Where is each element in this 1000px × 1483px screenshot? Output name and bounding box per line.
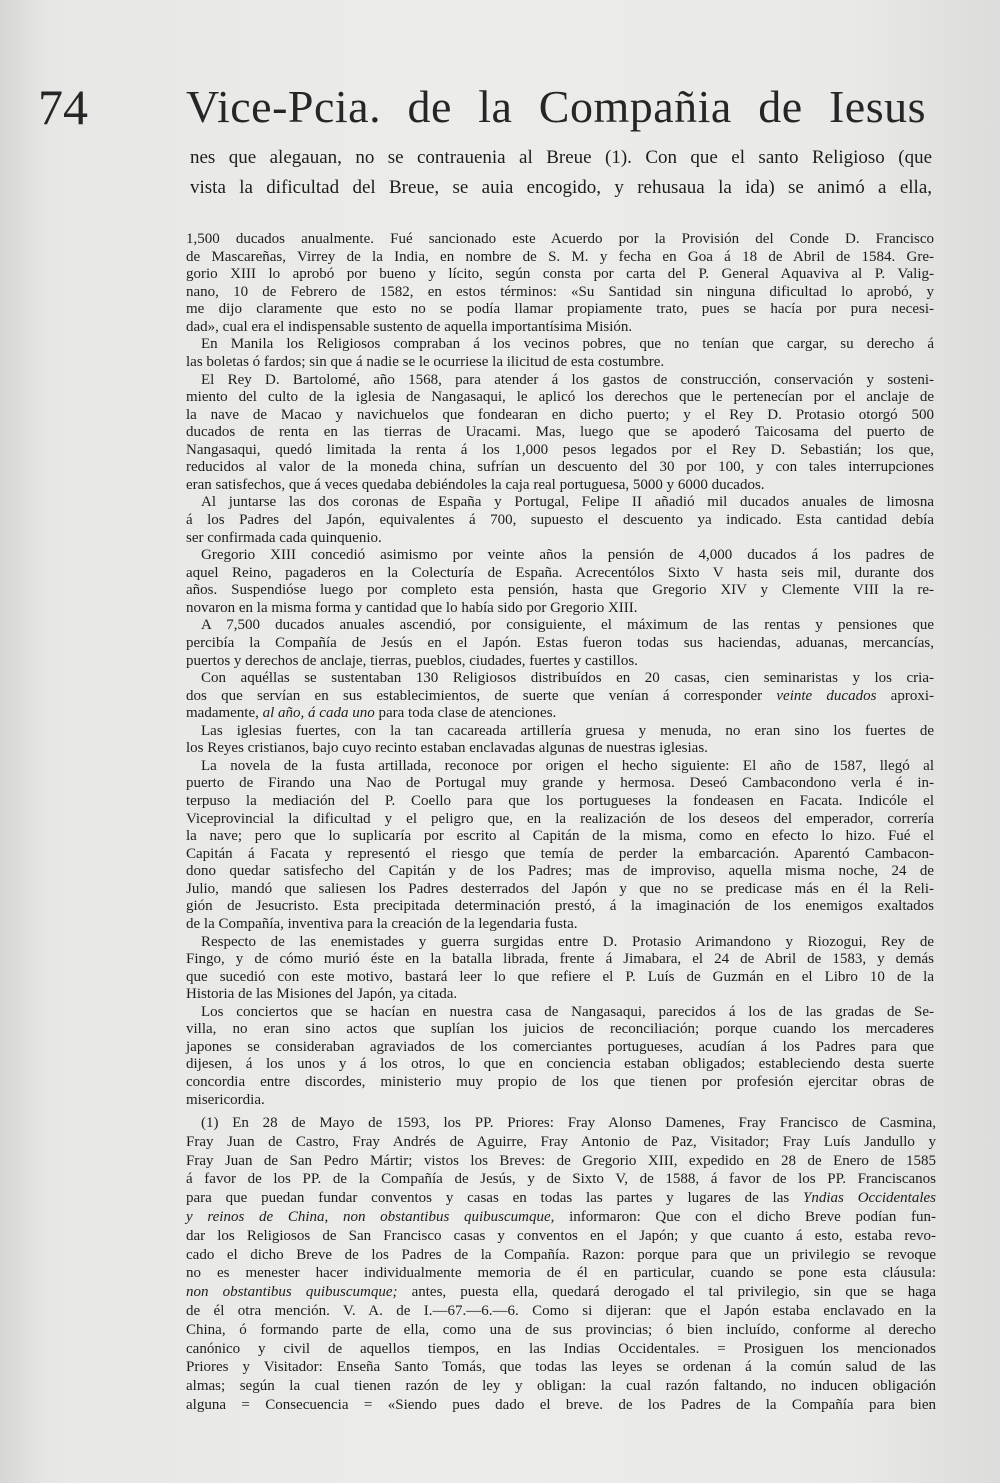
text-segment: informaron: Que con el dicho Breve podían fun-	[554, 1208, 936, 1225]
text-line: dijesen, á los unos y á los otros, lo que en conciencia estaban obligados; estableciendo desta suerte	[186, 1056, 934, 1073]
paragraph	[186, 723, 934, 758]
text-line: nano, 10 de Febrero de 1582, en estos términos: «Su Santidad sin ninguna dificultad lo aprobó, y	[186, 283, 934, 300]
paragraph	[186, 1004, 934, 1109]
text-line: reducidos al valor de la moneda china, sufrían un descuento del 30 por 100, y con tales interrupciones	[186, 459, 934, 476]
paragraph	[186, 617, 934, 670]
italic-text: al año, á cada uno	[262, 705, 375, 722]
text-line: percibía la Compañía de Jesús en el Japón. Estas fueron todas sus haciendas, aduanas, mercancías,	[186, 634, 934, 651]
text-line: dar los Religiosos de San Francisco casas y conventos en el Japón; y que cuanto á esto, estaba revo-	[186, 1227, 936, 1244]
italic-text: y reinos de China, non obstantibus quibuscumque,	[186, 1208, 555, 1225]
text-line	[186, 1208, 936, 1227]
text-line: alguna = Consecuencia = «Siendo pues dado el breve. de los Padres de la Compañía para bien	[186, 1396, 936, 1413]
text-line: China, ó formando parte de ella, como una de sus provincias; ó bien incluído, conforme al derecho	[186, 1321, 936, 1338]
text-line: Fray Juan de San Pedro Mártir; vistos los Breves: de Gregorio XIII, expedido en 28 de Enero de 1585	[186, 1152, 936, 1169]
text-line: A 7,500 ducados anuales ascendió, por consiguiente, el máximum de las rentas y pensiones que	[201, 617, 934, 634]
page-number: 74	[38, 79, 88, 135]
text-line: la nave; pero que lo suplicaría por escrito al Capitán de la misma, como en efecto lo hizo. Fué el	[186, 828, 934, 845]
paragraph	[186, 547, 934, 617]
text-line: gorio XIII lo aprobó por bueno y lícito, según consta por carta del P. General Aquaviva al P. Valig-	[186, 266, 934, 283]
paragraph	[186, 372, 934, 495]
text-line: dono quedar satisfecho del Capitán y de los Padres; mas de improviso, aquella misma noche, 24 de	[186, 863, 934, 880]
text-segment: para que puedan fundar conventos y casas en todas las partes y lugares de las	[186, 1190, 804, 1207]
text-line: de él otra mención. V. A. de I.—67.—6.—6. Como si dijeran: que el Japón estaba enclavado en la	[186, 1302, 936, 1319]
text-line: dad», cual era el indispensable sustento de aquella importantísima Misión.	[186, 318, 633, 335]
text-line	[186, 705, 934, 723]
text-line: eran satisfechos, que á veces quedaba debiéndoles la caja real portuguesa, 5000 y 6000 ducados.	[186, 476, 765, 493]
text-segment: dos que servían en sus establecimientos, de suerte que venían á corresponder	[186, 687, 777, 704]
text-line: años. Suspendióse luego por completo esta pensión, hasta que Gregorio XIV y Clemente VIII la re-	[186, 582, 934, 599]
text-line: nes que alegauan, no se contrauenia al Breue (1). Con que el santo Religioso (que	[190, 147, 932, 168]
text-line: villa, no eran sino actos que suplían los juicios de reconciliación; porque cuando los mercaderes	[186, 1021, 934, 1038]
text-line: terpuso la mediación del P. Coello para que los portugueses la fondeasen en Facata. Indicóle el	[186, 793, 934, 809]
paragraph	[186, 336, 934, 371]
text-line	[186, 688, 934, 706]
text-line: aquel Reino, pagaderos en la Colecturía de España. Acrecentólos Sixto V hasta seis mil, durante dos	[186, 564, 934, 581]
text-line: 1,500 ducados anualmente. Fué sancionado este Acuerdo por la Provisión del Conde D. Francisco	[186, 231, 934, 247]
text-line: cado el dicho Breve de los Padres de la Compañía. Razon: porque para que un privilegio se revoque	[186, 1246, 936, 1263]
text-line	[186, 1189, 936, 1208]
italic-text: Yndias Occidentales	[803, 1190, 936, 1207]
paragraph	[186, 934, 934, 1004]
text-line: Historia de las Misiones del Japón, ya citada.	[186, 986, 458, 1003]
text-line: la nave de Macao y navichuelos que fondearan en dicho puerto; y el Rey D. Protasio otorgó 500	[186, 406, 934, 423]
text-line: los Reyes cristianos, bajo cuyo recinto estaban enclavadas algunas de nuestras iglesias.	[186, 740, 708, 757]
text-line: Viceprovincial la dificultad y el peligro que, en la realización de los deseos del emperador, correría	[186, 810, 934, 827]
text-line: de Mascareñas, Virrey de la India, en nombre de S. M. y fecha en Goa á 18 de Abril de 1584. Gre-	[186, 248, 934, 265]
text-segment: madamente,	[186, 705, 263, 722]
text-segment: aproxi-	[876, 687, 934, 704]
text-line: Con aquéllas se sustentaban 130 Religiosos distribuídos en 20 casas, cien seminaristas y los cria-	[201, 670, 934, 687]
text-line: Al juntarse las dos coronas de España y Portugal, Felipe II añadió mil ducados anuales de limosna	[201, 494, 934, 511]
text-line: ser confirmada cada quinquenio.	[186, 529, 382, 546]
text-segment: antes, puesta ella, quedará derogado el tal privilegio, sin que se haga	[397, 1284, 937, 1301]
paragraph	[186, 670, 934, 723]
paragraph	[186, 1114, 936, 1415]
text-line: vista la dificultad del Breue, se auia encogido, y rehusaua la ida) se animó a ella,	[190, 177, 932, 198]
text-line: las boletas ó fardos; sin que á nadie se le ocurriese la ilicitud de esta costumbre.	[186, 353, 665, 370]
text-line: gión de Jesucristo. Esta precipitada determinación prestó, á la imaginación de los enemigos exaltados	[186, 898, 934, 915]
text-line: Gregorio XIII concedió asimismo por veinte años la pensión de 4,000 ducados á los padres de	[201, 547, 934, 564]
text-line: Fingo, y de cómo murió éste en la batalla librada, frente á Jimabara, el 24 de Abril de 1583, y demás	[186, 951, 934, 968]
text-line: Las iglesias fuertes, con la tan cacareada artillería gruesa y menuda, no eran sino los fuertes de	[201, 722, 934, 739]
text-line: Priores y Visitador: Enseña Santo Tomás, que todas las leyes se ordenan á la común salud de las	[186, 1359, 936, 1376]
running-title: Vice-Pcia. de la Compañia de Iesus	[186, 81, 926, 132]
text-line: de la Compañía, inventiva para la creación de la legendaria fusta.	[186, 915, 578, 932]
footnote-block	[186, 1114, 936, 1415]
text-line	[186, 1283, 936, 1302]
text-line: á los Padres del Japón, equivalentes á 700, supuesto el descuento ya indicado. Esta cantidad debía	[186, 512, 934, 528]
paragraph	[190, 143, 932, 203]
text-line: concordia entre discordes, ministerio muy propio de los que tienen por profesión ejercitar obras de	[186, 1074, 934, 1090]
paragraph	[186, 494, 934, 547]
text-line: El Rey D. Bartolomé, año 1568, para atender á los gastos de construcción, conservación y sosteni-	[201, 371, 934, 388]
text-line: (1) En 28 de Mayo de 1593, los PP. Priores: Fray Alonso Damenes, Fray Francisco de Casmina,	[201, 1115, 936, 1131]
text-line: puertos y derechos de anclaje, tierras, pueblos, ciudades, fuertes y castillos.	[186, 652, 638, 669]
paragraph	[186, 231, 934, 336]
text-line: puerto de Firando una Nao de Portugal muy grande y hermosa. Deseó Cambacondono verla é in-	[186, 775, 934, 792]
text-line: Julio, mandó que saliesen los Padres desterrados del Japón y que no se predicase más en él la Reli-	[186, 880, 934, 897]
text-line: canónico y civil de aquellos tiempos, en las Indias Occidentales. = Prosiguen los mencionados	[186, 1340, 936, 1357]
text-line: Capitán á Facata y representó el riesgo que temía de perder la embarcación. Aparentó Cambacon-	[186, 845, 934, 862]
text-line: me dijo claramente que esto no se podía llamar propiamente trato, pues se hacía por pura necesi-	[186, 301, 934, 318]
text-line: ducados de renta en las tierras de Uracami. Mas, luego que se apoderó Taicosama del puerto de	[186, 424, 934, 441]
italic-text: non obstantibus quibuscumque;	[186, 1284, 398, 1301]
text-line: no es menester hacer individualmente memoria de él en particular, cuando se pone esta cláusula:	[186, 1265, 936, 1282]
text-line: En Manila los Religiosos compraban á los vecinos pobres, que no tenían que cargar, su derecho á	[201, 336, 934, 353]
italic-text: veinte ducados	[776, 687, 877, 704]
text-line: novaron en la misma forma y cantidad que lo había sido por Gregorio XIII.	[186, 599, 638, 616]
notes-block	[186, 231, 934, 1109]
text-line: á favor de los PP. de la Compañía de Jesús, y de Sixto V, de 1588, á favor de los PP. Franciscanos	[186, 1171, 936, 1188]
text-line: almas; según la cual tienen razón de ley y obligan: la cual razón faltando, no inducen obligación	[186, 1378, 936, 1395]
text-line: japones se consideraban agraviados de los comerciantes portugueses, acudían á los Padres para que	[186, 1038, 934, 1055]
text-segment: para toda clase de atenciones.	[374, 705, 557, 722]
text-line: La novela de la fusta artillada, reconoce por origen el hecho siguiente: El año de 1587, llegó al	[201, 757, 934, 774]
main-text	[190, 143, 932, 203]
text-line: miento del culto de la iglesia de Nangasaqui, le aplicó los derechos que le pertenecían por el anclaje de	[186, 389, 934, 406]
text-line: Nangasaqui, quedó limitada la renta á los 1,000 pesos legados por el Rey D. Sebastián; los que,	[186, 441, 934, 458]
text-line: Fray Juan de Castro, Fray Andrés de Aguirre, Fray Antonio de Paz, Visitador; Fray Luís Jandullo y	[186, 1133, 936, 1150]
text-line: misericordia.	[186, 1091, 265, 1108]
text-line: Los conciertos que se hacían en nuestra casa de Nangasaqui, parecidos á los de las gradas de Se-	[201, 1003, 934, 1020]
text-line: que sucedió con este motivo, bastará leer lo que refiere el P. Luís de Guzmán en el Libro 10 de la	[186, 968, 934, 985]
text-line: Respecto de las enemistades y guerra surgidas entre D. Protasio Arimandono y Riozogui, Rey de	[201, 933, 934, 950]
paragraph	[186, 758, 934, 934]
